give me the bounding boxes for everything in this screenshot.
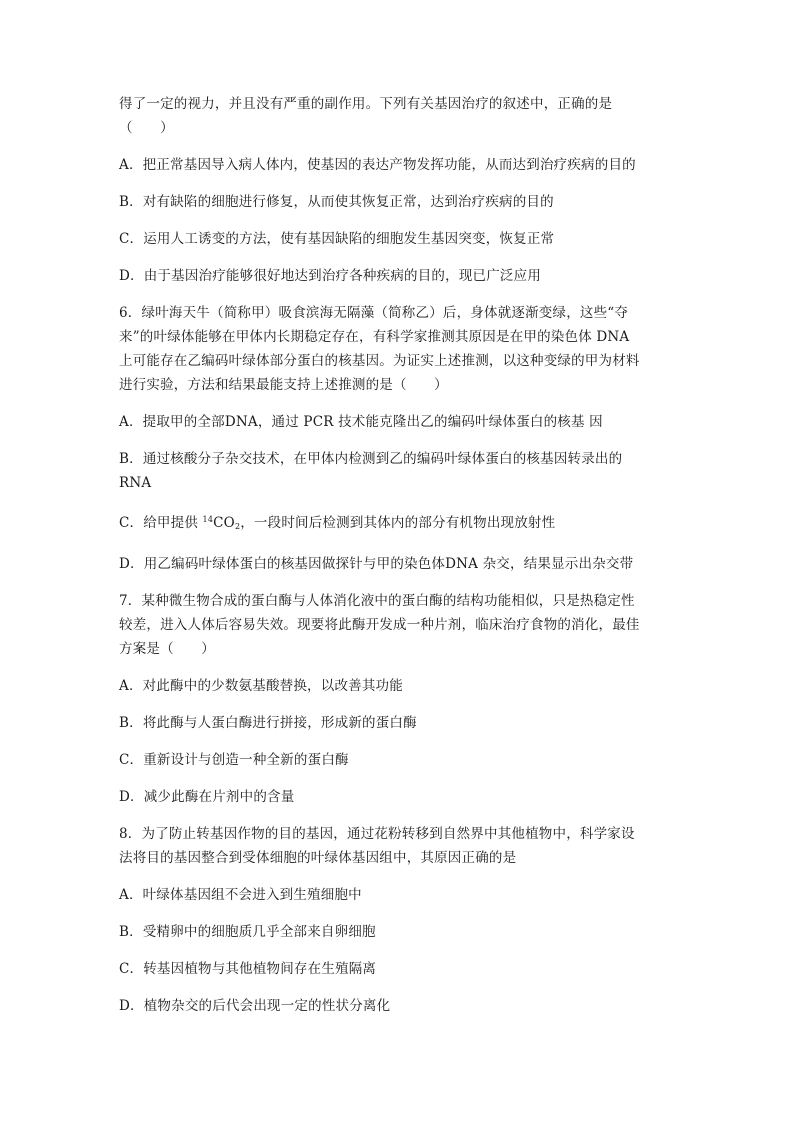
q6-option-c-isotope: 14 — [202, 515, 214, 524]
q6-option-d: D．用乙编码叶绿体蛋白的核基因做探针与甲的染色体DNA 杂交，结果显示出杂交带 — [119, 556, 634, 572]
q7-option-d: D．减少此酶在片剂中的含量 — [119, 789, 295, 805]
q7-option-a: A．对此酶中的少数氨基酸替换，以改善其功能 — [119, 678, 403, 694]
q6-stem-line-4: 进行实验，方法和结果最能支持上述推测的是（ ） — [119, 377, 448, 393]
q7-option-b: B．将此酶与人蛋白酶进行拼接，形成新的蛋白酶 — [119, 715, 417, 731]
q5-stem-tail: 得了一定的视力，并且没有严重的副作用。下列有关基因治疗的叙述中，正确的是 — [119, 96, 613, 112]
q7-stem-line-2: 较差，进入人体后容易失效。现要将此酶开发成一种片剂，临床治疗食物的消化，最佳 — [119, 617, 640, 633]
q8-option-c: C．转基因植物与其他植物间存在生殖隔离 — [119, 961, 377, 977]
q8-stem-line-2: 法将目的基因整合到受体细胞的叶绿体基因组中，其原因正确的是 — [119, 850, 517, 866]
document-page — [119, 92, 679, 1018]
q6-option-c-formula: CO — [213, 515, 235, 531]
q7-option-c: C．重新设计与创造一种全新的蛋白酶 — [119, 752, 349, 768]
q5-answer-bracket: （ ） — [119, 120, 174, 136]
q5-option-d: D．由于基因治疗能够很好地达到治疗各种疾病的目的，现已广泛应用 — [119, 268, 542, 284]
q7-stem-line-3: 方案是（ ） — [119, 641, 215, 657]
q6-stem-line-2: 来”的叶绿体能够在甲体内长期稳定存在，有科学家推测其原因是在甲的染色体 DNA — [119, 329, 630, 345]
q5-option-b: B．对有缺陷的细胞进行修复，从而使其恢复正常，达到治疗疾病的目的 — [119, 194, 554, 210]
q8-option-d: D．植物杂交的后代会出现一定的性状分离化 — [119, 998, 391, 1014]
q5-option-a: A．把正常基因导入病人体内，使基因的表达产物发挥功能，从而达到治疗疾病的目的 — [119, 157, 636, 173]
q6-option-b-line-1: B．通过核酸分子杂交技术，在甲体内检测到乙的编码叶绿体蛋白的核基因转录出的 — [119, 451, 623, 467]
q6-option-c-suffix: ，一段时间后检测到其体内的部分有机物出现放射性 — [240, 515, 556, 531]
q8-option-a: A．叶绿体基因组不会进入到生殖细胞中 — [119, 887, 362, 903]
q6-stem-line-3: 上可能存在乙编码叶绿体部分蛋白的核基因。为证实上述推测，以这种变绿的甲为材料 — [119, 353, 640, 369]
q6-stem-line-1: 6．绿叶海天牛（简称甲）吸食滨海无隔藻（简称乙）后，身体就逐渐变绿，这些“夺 — [119, 305, 629, 321]
q6-option-c-prefix: C．给甲提供 — [119, 515, 203, 531]
q8-option-b: B．受精卵中的细胞质几乎全部来自卵细胞 — [119, 924, 376, 940]
q6-option-c — [119, 508, 679, 539]
q8-stem-line-1: 8．为了防止转基因作物的目的基因，通过花粉转移到自然界中其他植物中，科学家设 — [119, 826, 635, 842]
q7-stem-line-1: 7．某种微生物合成的蛋白酶与人体消化液中的蛋白酶的结构功能相似，只是热稳定性 — [119, 593, 635, 609]
q6-option-c-subscript: 2 — [234, 522, 241, 531]
q5-option-c: C．运用人工诱变的方法，使有基因缺陷的细胞发生基因突变，恢复正常 — [119, 231, 555, 247]
q6-option-a: A．提取甲的全部DNA，通过 PCR 技术能克隆出乙的编码叶绿体蛋白的核基 因 — [119, 414, 603, 430]
q6-option-b-line-2: RNA — [119, 475, 152, 491]
